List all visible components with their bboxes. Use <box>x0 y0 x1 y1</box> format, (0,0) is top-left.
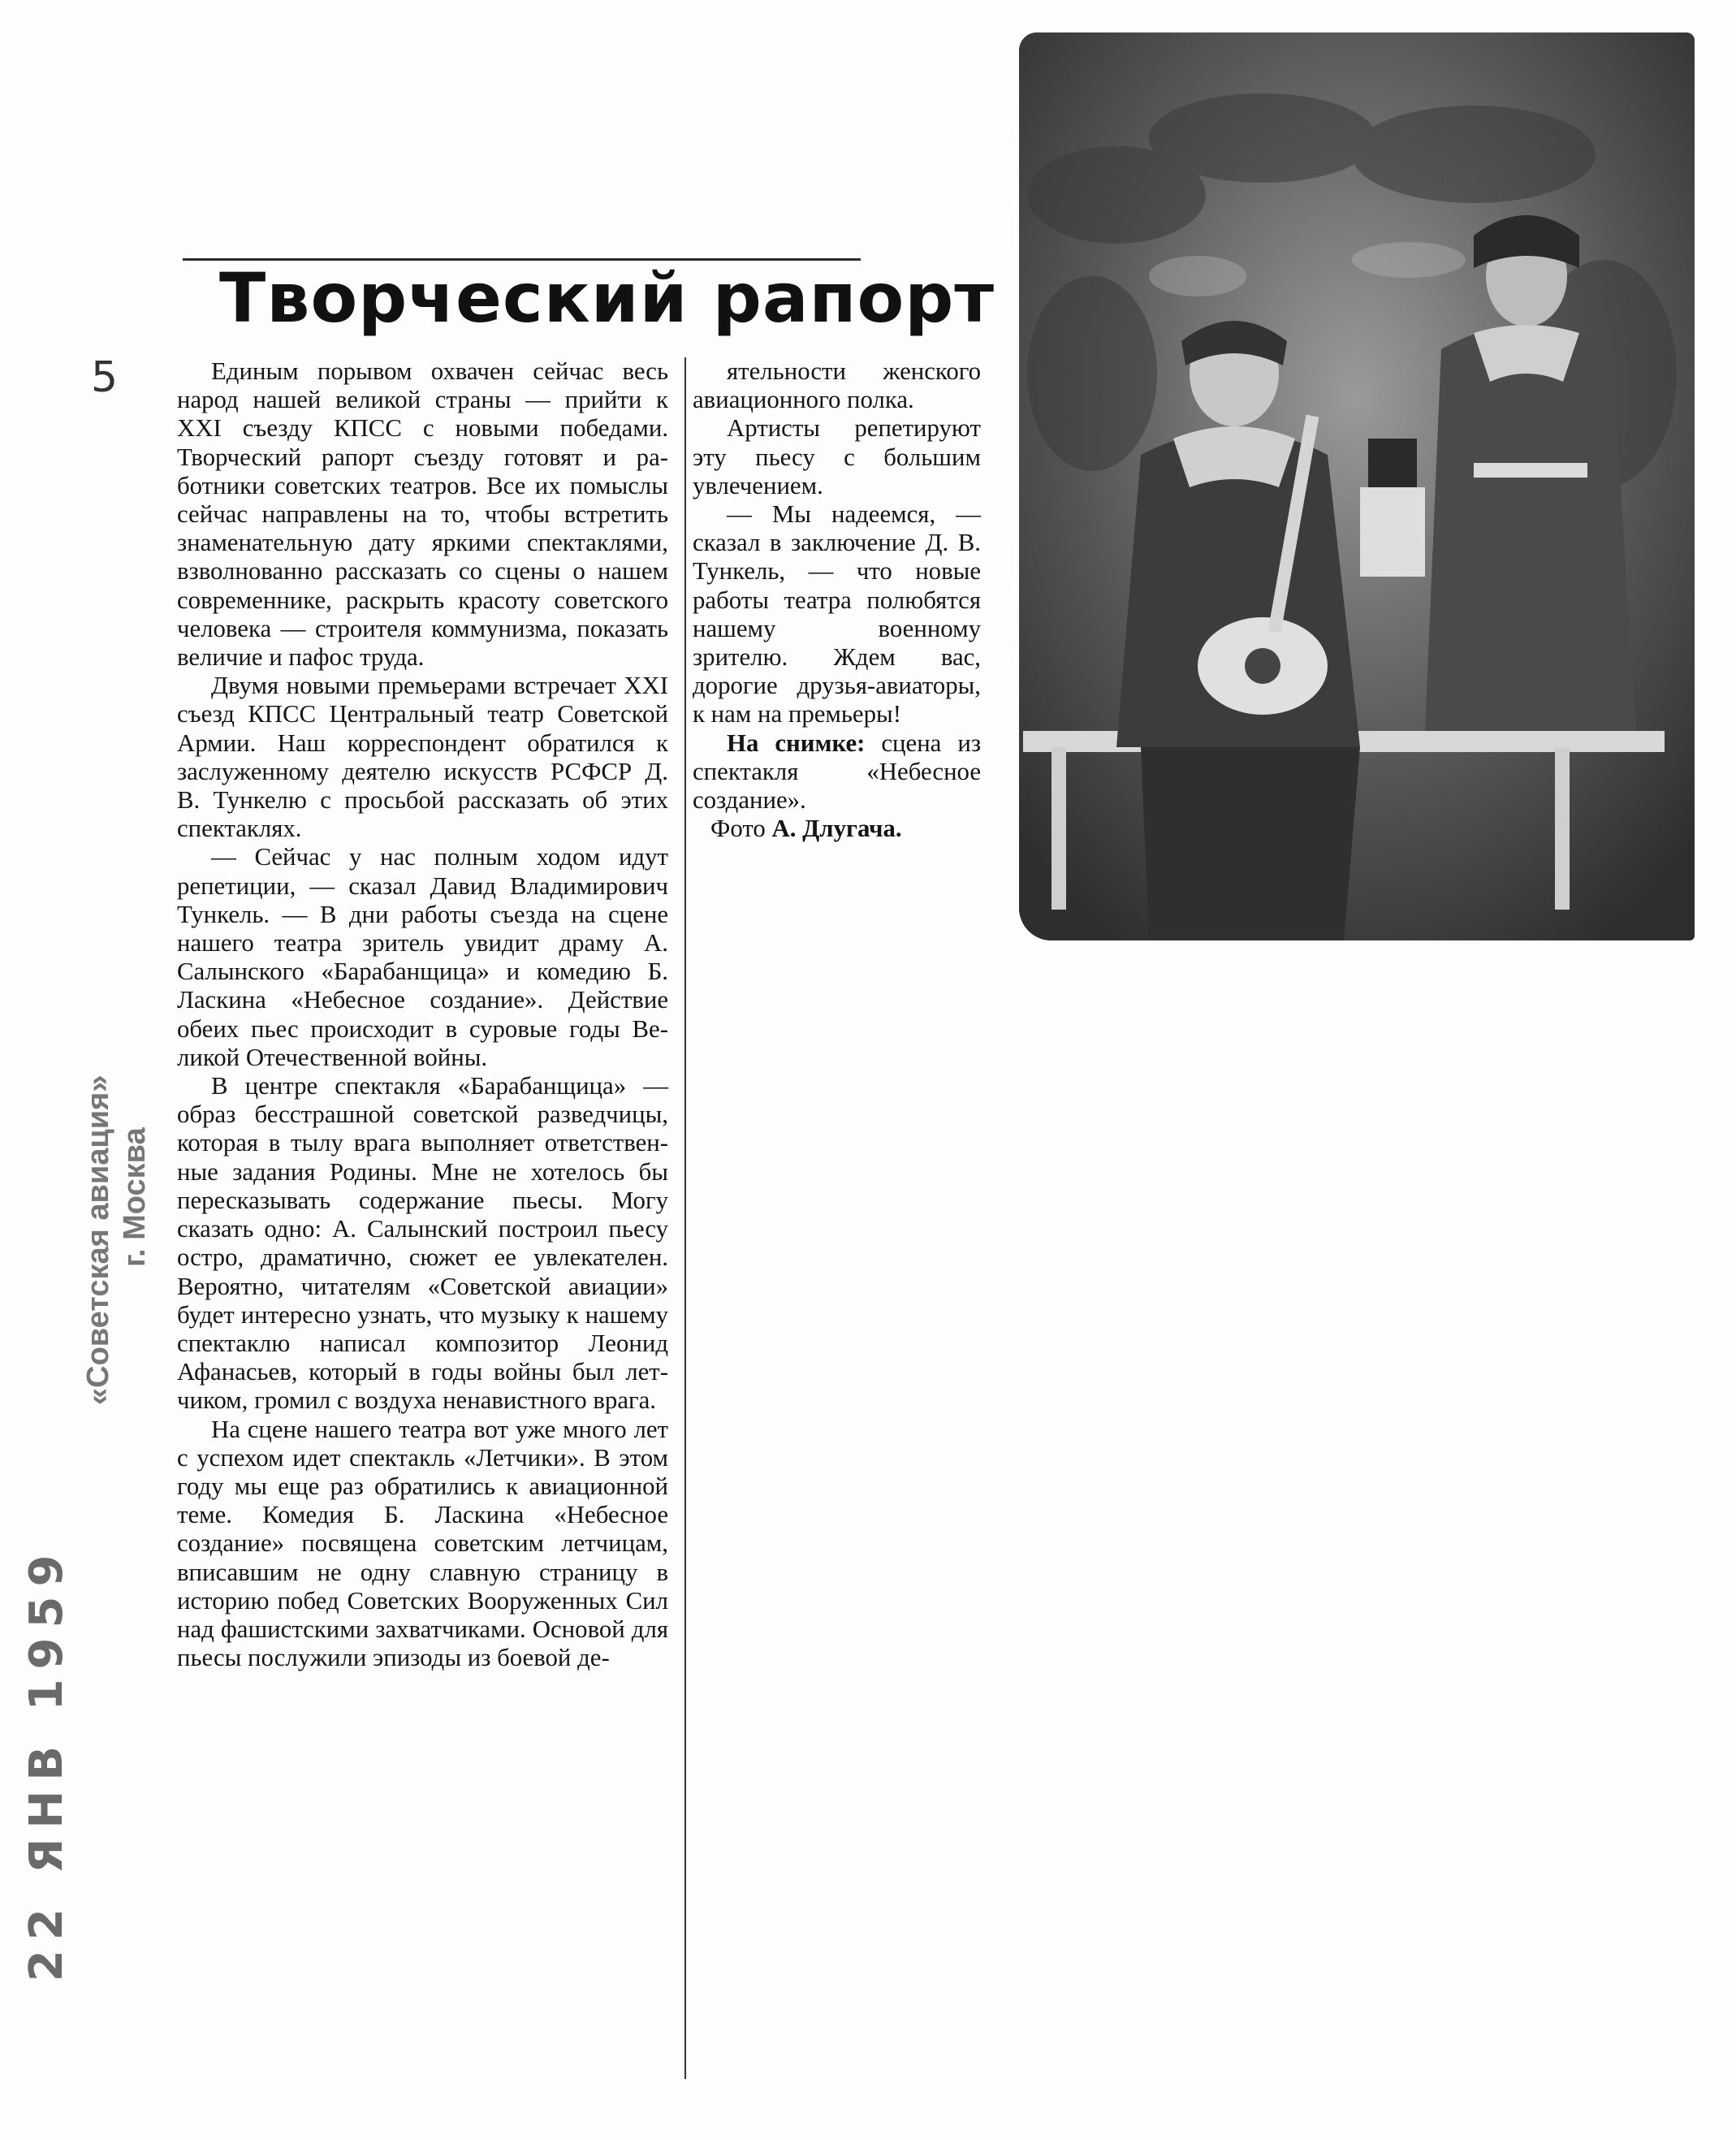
paragraph: — Сейчас у нас полным ходом идут репетиции, — сказал Давид Владимирович Тункель. — В дни работы съезда на сцене нашего театра зритель увидит драму А. Салынского «Барабанщица» и комедию Б. Ласкина «Небесное создание». Действие обеих пьес происходит в суровые годы Великой Отечественной войны. <box>177 843 668 1071</box>
article-headline: Творческий рапорт <box>219 258 995 338</box>
paragraph: — Мы надеемся, — сказал в заключение Д. В. Тункель, — что новые работы театра полюбятся нашему военному зрителю. Ждем вас, дорогие друзья-авиаторы, к нам на премьеры! <box>693 500 981 728</box>
city-stamp: г. Москва <box>118 1127 152 1267</box>
paragraph: ятельности женского авиационного полка. <box>693 357 981 414</box>
article-column-2 <box>693 357 981 843</box>
paragraph: Двумя новыми премьерами встречает XXI съезд КПСС Центральный театр Советской Армии. Наш корреспондент обратился к заслуженному деятелю искусств РСФСР Д. В. Тункелю с просьбой рассказать об этих спектаклях. <box>177 672 668 843</box>
article-photo <box>1019 32 1695 940</box>
newspaper-stamp: «Советская авиация» <box>81 1074 115 1405</box>
photo-caption <box>693 729 981 815</box>
date-stamp: 22 ЯНВ 1959 <box>20 1545 73 1982</box>
photo-credit <box>693 815 981 843</box>
credit-name: А. Длугача. <box>771 815 902 843</box>
column-divider <box>684 357 686 2079</box>
handwritten-mark: 5 <box>91 353 119 402</box>
photo-scene-illustration <box>1019 32 1695 940</box>
caption-text: сцена из спектакля «Небесное создание». <box>693 728 981 815</box>
credit-label: Фото <box>710 815 772 843</box>
caption-label: На снимке: <box>727 728 866 757</box>
paragraph: Артисты репетируют эту пьесу с большим увлечением. <box>693 414 981 499</box>
paragraph: В центре спектакля «Барабанщица» — образ бесстрашной советской разведчицы, которая в тылу врага выполняет ответственные задания Родины. Мне не хотелось бы пересказывать содержание пьесы. Могу сказать одно: А. Салынский построил пьесу остро, драматично, сюжет ее увлекателен. Вероятно, читателям «Советской авиации» будет интересно узнать, что музыку к нашему спектаклю написал композитор Леонид Афанасьев, который в годы войны был летчиком, громил с воздуха ненавистного врага. <box>177 1072 668 1415</box>
paragraph: На сцене нашего театра вот уже много лет с успехом идет спектакль «Летчики». В этом году мы еще раз обратились к авиационной теме. Комедия Б. Ласкина «Небесное создание» посвящена советским летчицам, вписавшим не одну славную страницу в историю побед Советских Вооруженных Сил над фашистскими захватчиками. Основой для пьесы послужили эпизоды из боевой де- <box>177 1415 668 1672</box>
paragraph: Единым порывом охвачен сейчас весь народ нашей великой страны — прийти к XXI съезду КПСС с новыми победами. Творческий рапорт съезду готовят и работники советских театров. Все их помыслы сейчас направлены на то, чтобы встретить знаменательную дату яркими спектаклями, взволнованно рассказать со сцены о нашем современнике, раскрыть красоту советского человека — строителя коммунизма, показать величие и пафос труда. <box>177 357 668 672</box>
article-column-1 <box>177 357 668 1672</box>
